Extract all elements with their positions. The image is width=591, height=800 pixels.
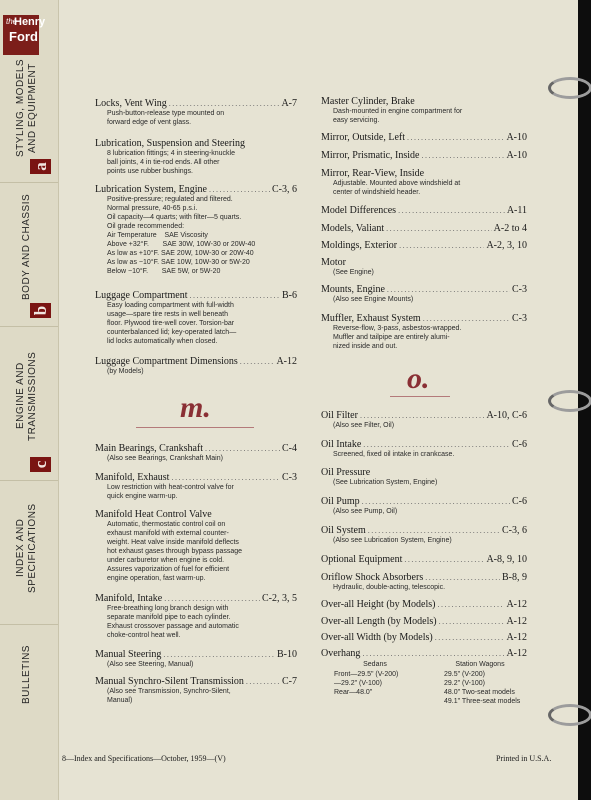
tab-divider	[0, 182, 58, 183]
index-entry	[321, 257, 527, 277]
dot-leader	[205, 444, 280, 453]
index-entry-page-ref: A-12	[506, 632, 527, 643]
index-entry-page-ref: C-6	[512, 496, 527, 507]
index-entry	[321, 632, 527, 643]
index-entry-heading	[321, 439, 527, 450]
index-entry-title: Luggage Compartment	[95, 290, 188, 301]
index-entry	[95, 138, 297, 176]
dot-leader	[404, 555, 484, 564]
dot-leader	[164, 594, 260, 603]
index-entry-title: Lubrication System, Engine	[95, 184, 207, 195]
index-entry-title: Oriflow Shock Absorbers	[321, 572, 424, 583]
index-entry-description: (See Lubrication System, Engine)	[333, 479, 438, 486]
index-entry	[95, 649, 297, 669]
dot-leader	[246, 677, 280, 686]
index-entry-page-ref: A-12	[276, 356, 297, 367]
index-entry-page-ref: B-10	[277, 649, 297, 660]
index-entry	[95, 98, 297, 127]
index-entry-title: Main Bearings, Crankshaft	[95, 443, 204, 454]
index-entry-description: Screened, fixed oil intake in crankcase.	[333, 451, 455, 458]
index-entry-heading	[321, 496, 527, 507]
index-entry-description: (Also see Engine Mounts)	[333, 296, 414, 303]
index-entry-page-ref: C-3	[282, 472, 297, 483]
index-entry-heading	[321, 632, 527, 643]
index-entry-title: Oil Filter	[321, 410, 358, 421]
index-entry-title: Master Cylinder, Brake	[321, 96, 415, 107]
index-entry-page-ref: C-7	[282, 676, 297, 687]
index-entry-heading	[95, 184, 297, 195]
dot-leader	[163, 650, 275, 659]
index-entry-page-ref: A-12	[506, 648, 527, 659]
index-entry	[321, 648, 527, 659]
dot-leader	[423, 314, 510, 323]
index-entry-page-ref: A-2 to 4	[493, 223, 527, 234]
index-entry-heading	[95, 593, 297, 604]
index-entry-title: Oil Pressure	[321, 467, 371, 478]
index-entry-page-ref: A-10	[506, 132, 527, 143]
dot-leader	[421, 151, 504, 160]
index-entry-title: Model Differences	[321, 205, 397, 216]
index-entry-title: Overhang	[321, 648, 361, 659]
index-entry-page-ref: A-11	[506, 205, 527, 216]
index-entry-page-ref: C-6	[512, 439, 527, 450]
index-entry-heading	[95, 676, 297, 687]
index-entry-title: Manifold, Intake	[95, 593, 163, 604]
dot-leader	[171, 473, 280, 482]
index-entry-heading	[321, 257, 527, 268]
section-rule	[390, 396, 450, 397]
index-entry-heading	[321, 223, 527, 234]
dot-leader	[368, 526, 500, 535]
dot-leader	[363, 440, 510, 449]
dot-leader	[399, 241, 484, 250]
overhang-wagons-heading: Station Wagons	[455, 661, 505, 668]
index-entry-title: Moldings, Exterior	[321, 240, 398, 251]
index-entry-description: (Also see Bearings, Crankshaft Main)	[107, 455, 223, 462]
index-entry-title: Mirror, Outside, Left	[321, 132, 406, 143]
index-entry	[321, 439, 527, 459]
index-entry-heading	[321, 168, 527, 179]
index-entry-title: Oil System	[321, 525, 366, 536]
dot-leader	[438, 600, 505, 609]
index-entry-description: (by Models)	[107, 368, 144, 375]
index-entry	[321, 223, 527, 234]
index-entry-page-ref: A-10	[506, 150, 527, 161]
index-entry-description: (Also see Pump, Oil)	[333, 508, 398, 515]
index-entry-heading	[321, 525, 527, 536]
index-entry-title: Luggage Compartment Dimensions	[95, 356, 238, 367]
overhang-wagons-values: 29.5" (V-200) 29.2" (V-100) 48.0" Two-seat models 49.1" Three-seat models	[444, 671, 521, 705]
index-entry-title: Manifold, Exhaust	[95, 472, 170, 483]
dot-leader	[240, 357, 275, 366]
index-entry-page-ref: C-3, 6	[502, 525, 527, 536]
dot-leader	[209, 185, 270, 194]
index-entry-heading	[321, 599, 527, 610]
index-entry-title: Motor	[321, 257, 346, 268]
index-entry-page-ref: C-3	[512, 284, 527, 295]
index-entry	[95, 472, 297, 501]
index-entry	[95, 184, 297, 276]
index-entry-page-ref: A-8, 9, 10	[486, 554, 527, 565]
index-entry-page-ref: C-4	[282, 443, 297, 454]
tab-b-marker[interactable]: b	[30, 303, 51, 318]
index-entry-heading	[321, 284, 527, 295]
footer-right: Printed in U.S.A.	[496, 754, 552, 763]
index-entry-page-ref: B-8, 9	[502, 572, 527, 583]
index-entry-heading	[321, 313, 527, 324]
dot-leader	[387, 285, 510, 294]
index-entry-title: Optional Equipment	[321, 554, 403, 565]
index-entry	[95, 443, 297, 463]
index-entry-title: Manifold Heat Control Valve	[95, 509, 212, 520]
index-entry-title: Over-all Width (by Models)	[321, 632, 433, 643]
dot-leader	[439, 617, 505, 626]
index-entry-heading	[95, 509, 297, 520]
index-entry-description: Easy loading compartment with full-width usage—spare tire rests in well beneath floor. Plywood tire-well cover. Torsion-bar counterbalanced lid; key-operated latch— lid locks automatically when closed.	[107, 302, 237, 345]
index-entry-title: Oil Intake	[321, 439, 362, 450]
index-entry	[95, 356, 297, 376]
index-entry-heading	[95, 472, 297, 483]
index-entry-heading	[321, 616, 527, 627]
index-entry-description: Positive-pressure; regulated and filtered. Normal pressure, 40-65 p.s.i. Oil capacity—4 quarts; with filter—5 quarts. Oil grade recommended: Air Temperature SAE Viscosity Above +32°F. SAE 30W, 10W-30 or 20W-40 As low as +10°F. SAE 20W, 10W-30 or 20W-40 As low as −10°F. SAE 10W, 10W-30 or 5W-20 Below −10°F. SAE 5W, or 5W-20	[107, 196, 256, 275]
index-entry-title: Manual Synchro-Silent Transmission	[95, 676, 244, 687]
index-entry-title: Lubrication, Suspension and Steering	[95, 138, 245, 149]
henry-ford-logo: the Henry Ford	[3, 15, 39, 55]
index-entry-description: Reverse-flow, 3-pass, asbestos-wrapped. Muffler and tailpipe are entirely alumi- nized inside and out.	[333, 325, 462, 350]
index-entry-description: Automatic, thermostatic control coil on exhaust manifold with external counter- weight. Heat valve inside manifold deflects hot exhaust gases through bypass passage under carburetor when engine is cold. Assures vaporization of fuel for efficient engine operation, fast warm-up.	[107, 521, 243, 582]
index-entry	[321, 96, 527, 125]
binder-ring	[548, 75, 591, 95]
index-entry-heading	[321, 96, 527, 107]
index-entry-heading	[321, 132, 527, 143]
index-entry-description: Free-breathing long branch design with separate manifold pipe to each cylinder. Exhaust crossover passage and automatic choke-control heat well.	[107, 605, 239, 639]
tab-a-marker[interactable]: a	[30, 159, 51, 174]
index-entry-title: Muffler, Exhaust System	[321, 313, 421, 324]
index-entry-title: Mounts, Engine	[321, 284, 385, 295]
tab-engine-label[interactable]: ENGINE AND TRANSMISSIONS	[15, 351, 38, 441]
index-entry-heading	[321, 205, 527, 216]
binder-ring	[548, 702, 591, 722]
index-entry	[321, 240, 527, 251]
index-entry	[321, 616, 527, 627]
section-letter-m: m.	[180, 391, 211, 424]
dot-leader	[189, 291, 280, 300]
index-entry-description: Low restriction with heat-control valve for quick engine warm-up.	[107, 484, 234, 500]
index-entry-heading	[95, 356, 297, 367]
section-rule	[136, 427, 254, 428]
dot-leader	[407, 133, 504, 142]
index-entry-page-ref: A-12	[506, 616, 527, 627]
index-entry-title: Manual Steering	[95, 649, 162, 660]
index-entry	[95, 676, 297, 705]
index-entry-page-ref: A-10, C-6	[486, 410, 527, 421]
index-entry	[321, 496, 527, 516]
overhang-sedans-heading: Sedans	[363, 661, 387, 668]
index-entry-heading	[321, 572, 527, 583]
tab-bulletins-label[interactable]: BULLETINS	[21, 645, 32, 705]
index-entry-page-ref: A-2, 3, 10	[486, 240, 527, 251]
index-entry-page-ref: C-3, 6	[272, 184, 297, 195]
tab-body-label[interactable]: BODY AND CHASSIS	[21, 193, 32, 301]
index-entry-page-ref: B-6	[282, 290, 297, 301]
index-entry-heading	[321, 150, 527, 161]
dot-leader	[435, 633, 505, 642]
index-entry-description: 8 lubrication fittings; 4 in steering-knuckle ball joints, 4 in tie-rod ends. All other points use rubber bushings.	[107, 150, 236, 175]
index-entry-heading	[321, 410, 527, 421]
index-entry-heading	[95, 443, 297, 454]
index-entry	[321, 572, 527, 592]
dot-leader	[398, 206, 505, 215]
footer-left: 8—Index and Specifications—October, 1959—(V)	[62, 754, 226, 763]
index-entry	[321, 284, 527, 304]
tab-c-marker[interactable]: c	[30, 457, 51, 472]
tab-divider	[0, 624, 58, 625]
index-entry-title: Mirror, Rear-View, Inside	[321, 168, 425, 179]
index-entry-heading	[95, 98, 297, 109]
index-entry	[321, 132, 527, 143]
dot-leader	[360, 411, 484, 420]
index-entry-heading	[95, 138, 297, 149]
index-entry-heading	[321, 554, 527, 565]
binder-ring	[548, 388, 591, 408]
index-entry-description: (See Engine)	[333, 269, 374, 276]
index-entry-title: Oil Pump	[321, 496, 360, 507]
index-entry-page-ref: C-3	[512, 313, 527, 324]
dot-leader	[169, 99, 280, 108]
index-entry-heading	[95, 649, 297, 660]
index-entry-title: Models, Valiant	[321, 223, 385, 234]
tab-styling-label[interactable]: STYLING, MODELS AND EQUIPMENT	[15, 58, 38, 158]
index-entry-title: Over-all Length (by Models)	[321, 616, 437, 627]
index-entry	[321, 313, 527, 351]
index-entry	[321, 599, 527, 610]
index-entry	[321, 410, 527, 430]
index-entry-description: (Also see Transmission, Synchro-Silent, Manual)	[107, 688, 231, 704]
section-tabs	[0, 0, 59, 800]
index-entry	[321, 467, 527, 487]
index-entry-page-ref: C-2, 3, 5	[262, 593, 297, 604]
index-entry-page-ref: A-7	[281, 98, 297, 109]
index-entry-title: Locks, Vent Wing	[95, 98, 167, 109]
index-entry-page-ref: A-12	[506, 599, 527, 610]
section-letter-o: o.	[407, 362, 430, 395]
index-entry	[95, 290, 297, 346]
index-entry-title: Over-all Height (by Models)	[321, 599, 436, 610]
index-entry-description: Hydraulic, double-acting, telescopic.	[333, 584, 446, 591]
tab-divider	[0, 326, 58, 327]
index-entry-description: Dash-mounted in engine compartment for easy servicing.	[333, 108, 463, 124]
index-entry-description: Adjustable. Mounted above windshield at center of windshield header.	[333, 180, 461, 196]
index-entry	[95, 509, 297, 583]
dot-leader	[362, 497, 510, 506]
index-entry-description: (Also see Filter, Oil)	[333, 422, 395, 429]
index-entry-heading	[321, 648, 527, 659]
index-entry	[321, 205, 527, 216]
dot-leader	[386, 224, 492, 233]
index-entry	[321, 554, 527, 565]
tab-index-label[interactable]: INDEX AND SPECIFICATIONS	[15, 503, 38, 593]
index-entry	[321, 168, 527, 197]
index-entry-heading	[321, 467, 527, 478]
index-entry-description: (Also see Lubrication System, Engine)	[333, 537, 452, 544]
overhang-sedans-values: Front—29.5" (V-200) —29.2" (V-100) Rear—48.0"	[334, 671, 399, 696]
index-entry-description: Push-button-release type mounted on forward edge of vent glass.	[107, 110, 225, 126]
index-entry-description: (Also see Steering, Manual)	[107, 661, 194, 668]
index-entry-heading	[321, 240, 527, 251]
index-entry	[95, 593, 297, 640]
dot-leader	[362, 649, 504, 658]
index-entry-title: Mirror, Prismatic, Inside	[321, 150, 420, 161]
tab-divider	[0, 480, 58, 481]
dot-leader	[425, 573, 500, 582]
index-entry-heading	[95, 290, 297, 301]
index-entry	[321, 150, 527, 161]
index-entry	[321, 525, 527, 545]
